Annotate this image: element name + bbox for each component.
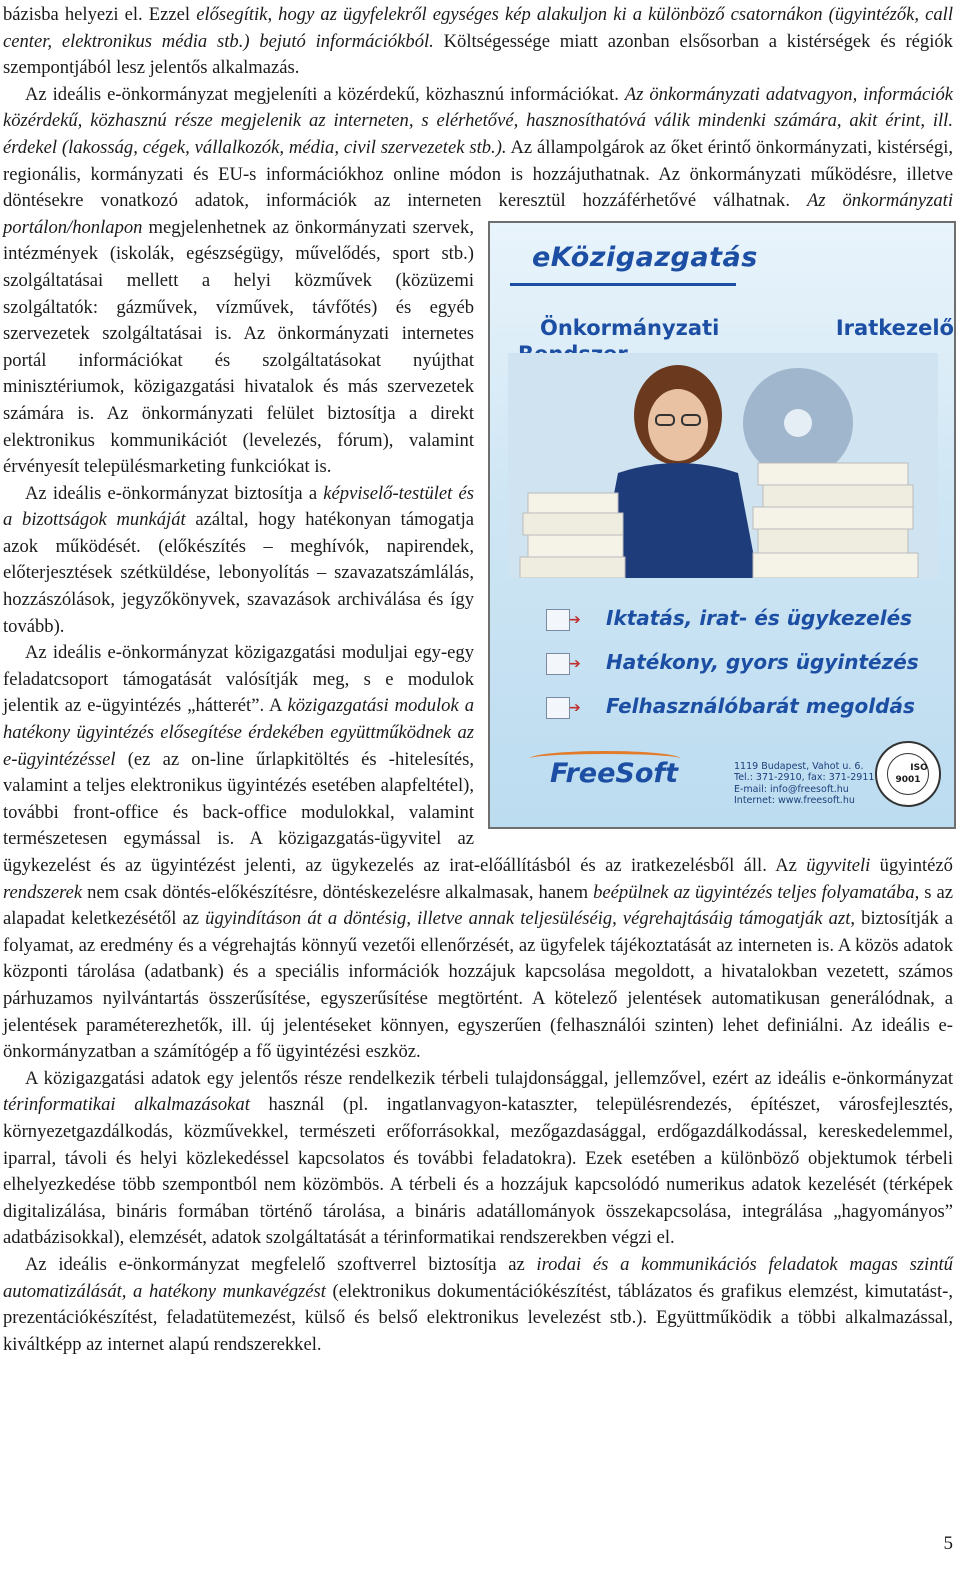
text-run: használ (pl. ingatlanvagyon-kataszter, településrendezés, építészet, városfejlesztés, környezetgazdálkodás, közművekkel, természeti erőforrásokkal, mezőgazdasággal, erdőgazdálkodással, kereskedelemmel, iparral, távoli és helyi közlekedéssel kapcsolatos és további feladatokra). Ezek esetében a különböző objektumok térbeli elhelyezkedése több szempontból nem közömbös. A térbeli és a hozzájuk kapcsolódó numerikus adatok kezelését (térképek digitalizálása, bináris formában történő tárolása, a bináris adatállományok összekapcsolása, integrálása „hagyományos” adatbázisokkal), elemzését, adatok szolgáltatását a térinformatikai rendszerekben végzi el. bbox=[3, 1094, 953, 1249]
iso-seal-icon: ISO 9001 bbox=[875, 741, 941, 807]
ad-bullet: ➔ Iktatás, irat- és ügykezelés bbox=[546, 603, 936, 637]
page-number: 5 bbox=[943, 1533, 953, 1554]
ad-photo-woman-with-papers bbox=[508, 353, 938, 578]
text-run: Az ideális e-önkormányzat biztosítja a bbox=[25, 482, 324, 504]
arrow-icon: ➔ bbox=[546, 609, 570, 631]
ad-bullet: ➔ Felhasználóbarát megoldás bbox=[546, 691, 936, 725]
text-run: Költségessége miatt azonban elsősorban a kistérségek és régiók szempontjából lesz jelentős alkalmazás. bbox=[3, 30, 953, 79]
ad-bullet: ➔ Hatékony, gyors ügyintézés bbox=[546, 647, 936, 681]
text-run: megjelenhetnek az önkormányzati szervek, intézmények (iskolák, egészségügy, művelődés, sport stb.) szolgáltatásai mellett a helyi közművek (közüzemi szolgáltatók: gázművek, vízművek, távfőtés) és egyéb szervezetek szolgáltatásai is. Az önkormányzati internetes portál információkat és szolgáltatásokat nyújthat minisztériumok, közigazgatási hivatalok és más szervezetek számára is. Az önkormányzati felület biztosítja a direkt elektronikus kommunikációt (levelezés, fórum), valamint érvényesít településmarketing funkciókat is. bbox=[3, 216, 474, 478]
italic-run: ügyindításon át a döntésig, illetve annak teljesüléséig, végrehajtásáig támogatják azt bbox=[205, 908, 851, 930]
freesoft-logo: FreeSoft bbox=[550, 757, 679, 789]
text-run: Az ideális e-önkormányzat megfelelő szoftverrel biztosítja az bbox=[25, 1253, 537, 1275]
ad-brand: eKözigazgatás bbox=[532, 241, 758, 273]
text-run: azáltal, hogy hatékonyan támogatja azok működését. (előkészítés – meghívók, napirendek, előterjesztések szétküldése, lebonyolítás – szavazatszámlálás, hozzászólások, jegyzőkönyvek, szavazások archiválása és így tovább). bbox=[3, 509, 474, 637]
arrow-icon: ➔ bbox=[546, 653, 570, 675]
italic-run: beépülnek az ügyintézés teljes folyamatába bbox=[593, 881, 915, 903]
text-run: bázisba helyezi el. Ezzel bbox=[3, 4, 197, 25]
text-run: Az ideális e-önkormányzat közigazgatási moduljai egy-egy feladatcsoport támogatását valósítják meg, s e modulok jelentik az e-ügyintézés „hátterét”. A bbox=[3, 642, 474, 717]
paragraph-1 bbox=[3, 2, 953, 82]
text-run: Az állampolgárok az őket érintő önkormányzati, kistérségi, regionális, kormányzati és EU-s információkhoz online módon is hozzájuthatnak. Az önkormányzati működésre, illetve döntésekre vonatkozó adatok, információk az interneten keresztül hozzáférhetővé válhatnak. bbox=[3, 136, 954, 212]
ad-bullet-list bbox=[546, 603, 936, 735]
text-column bbox=[3, 2, 953, 1358]
text-run: A közigazgatási adatok egy jelentős része rendelkezik térbeli tulajdonsággal, jellemzővel, ezért az ideális e-önkormányzat bbox=[25, 1067, 953, 1089]
text-run: , biztosítják a folyamat, az eredmény és a végrehajtás könnyű vezetői ellenőrzését, az ügyfelek tájékoztatását az interneten is. A közös adatok központi tárolása (adatbank) és a speciális információk hozzájuk kapcsolása megoldott, a hivatalokban vezetett, számos párhuzamos nyilvántartás összerűsítése, egyszerűsítése megtörtént. A kötelező jelentések automatikusan generálódnak, a jelentések paraméterezhetők, ill. új jelentéseket könnyen, egyszerűen (felhasználói szinten) lehet definiálni. Az ideális e-önkormányzatban a számítógép a fő ügyintézési eszköz. bbox=[3, 908, 953, 1063]
italic-run: rendszerek bbox=[3, 881, 83, 903]
italic-run: Az önkormányzati portálon/honlapon bbox=[3, 190, 954, 238]
text-run: nem csak döntés-előkészítésre, döntéskezelésre alkalmasak, hanem bbox=[82, 881, 594, 903]
italic-run: közigazgatási modulok a hatékony ügyintézés elősegítése érdekében együttműködnek az e-ügyintézéssel bbox=[3, 695, 474, 770]
freesoft-advertisement bbox=[488, 221, 956, 829]
ad-subtitle: Önkormányzati Iratkezelő bbox=[540, 315, 954, 340]
text-run: (elektronikus dokumentációkészítést, táblázatos és grafikus elemzést, kimutatást-, prezentációkészítést, feladatütemezést, külső és belső elektronikus levelezést stb.). Együttműködik a többi alkalmazással, kiváltképp az internet alapú rendszerekkel. bbox=[3, 1280, 954, 1355]
text-run: ügyintéző bbox=[870, 855, 953, 876]
italic-run: ügyviteli bbox=[806, 855, 871, 876]
ad-brand-underline bbox=[510, 283, 736, 286]
italic-run: elősegítik, hogy az ügyfelekről egységes kép alakuljon ki a különböző csatornákon (ügyintézők, call center, elektronikus média stb.) bejutó információkból. bbox=[3, 4, 953, 52]
text-run: (ez az on-line űrlapkitöltés és -hitelesítés, valamint a teljes elektronikus ügyintézés esetében alapfeltétel), további front-office és back-office modulokkal, valamint természetesen egymással is. A közigazgatás-ügyvitel az ügykezelést és az ügyintézést jelenti, az ügykezelés az irat-előállításból és az iratkezelésből áll. Az bbox=[3, 748, 807, 876]
italic-run: Az önkormányzati adatvagyon, információk közérdekű, közhasznú része megjelenik az interneten, s elérhetővé, hasznosíthatóvá válik mindenki számára, akit érint, ill. érdekel (lakosság, cégek, vállalkozók, média, civil szervezetek stb.). bbox=[3, 83, 954, 158]
text-run: Az ideális e-önkormányzat megjeleníti a közérdekű, közhasznú információkat. bbox=[25, 83, 625, 105]
italic-run: térinformatikai alkalmazásokat bbox=[3, 1094, 250, 1116]
italic-run: irodai és a kommunikációs feladatok magas szintű automatizálását, a hatékony munkavégzést bbox=[3, 1253, 953, 1302]
text-run: , s az alapadat keletkezésétől az bbox=[3, 881, 953, 930]
italic-run: képviselő-testület és a bizottságok munkáját bbox=[3, 482, 474, 531]
arrow-icon: ➔ bbox=[546, 697, 570, 719]
paragraph-5 bbox=[3, 1066, 953, 1252]
ad-contact: 1119 Budapest, Vahot u. 6. Tel.: 371-2910, fax: 371-2911 E-mail: info@freesoft.hu Internet: www.freesoft.hu bbox=[734, 760, 875, 807]
paragraph-6 bbox=[3, 1252, 953, 1358]
